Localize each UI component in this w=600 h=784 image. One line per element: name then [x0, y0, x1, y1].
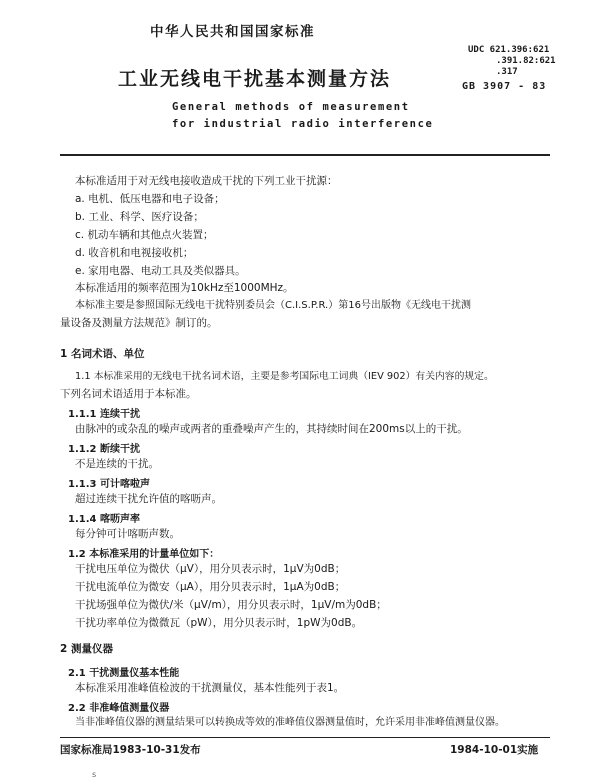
- standard-title-en-line1: General methods of measurement: [172, 101, 410, 113]
- effective-date: 1984-10-01实施: [450, 744, 539, 756]
- udc-line-2: .391.82:621: [496, 56, 556, 66]
- term-1-1-3-heading: 1.1.3 可计喀啦声: [68, 479, 150, 490]
- footer-divider: [60, 737, 550, 738]
- intro-list-item: a. 电机、低压电器和电子设备；: [75, 193, 225, 205]
- page-mark: s: [92, 770, 97, 779]
- intro-list-item: c. 机动车辆和其他点火装置；: [75, 229, 214, 241]
- section-1-2-heading: 1.2 本标准采用的计量单位如下：: [68, 549, 220, 560]
- unit-definition: 干扰电压单位为微伏（μV），用分贝表示时，1μV为0dB；: [75, 563, 346, 575]
- standard-title-cn: 工业无线电干扰基本测量方法: [118, 68, 392, 90]
- intro-scope-paragraph: 本标准适用于对无线电接收造成干扰的下列工业干扰源：: [75, 175, 338, 187]
- intro-list-item: e. 家用电器、电动工具及类似器具。: [75, 265, 246, 277]
- term-1-1-4-heading: 1.1.4 喀呖声率: [68, 514, 140, 525]
- section-1-1-line2: 下列名词术语适用于本标准。: [60, 388, 197, 400]
- intro-frequency-range: 本标准适用的频率范围为10kHz至1000MHz。: [75, 282, 294, 294]
- section-1-1-line1: 1.1 本标准采用的无线电干扰名词术语，主要是参考国际电工词典（IEV 902）有关内容的规定。: [75, 371, 494, 382]
- standard-title-en-line2: for industrial radio interference: [172, 118, 434, 130]
- standard-number: GB 3907 - 83: [462, 81, 547, 92]
- intro-list-item: d. 收音机和电视接收机；: [75, 247, 194, 259]
- term-1-1-3-definition: 超过连续干扰允许值的喀呖声。: [75, 493, 222, 505]
- issuing-authority: 中华人民共和国国家标准: [150, 24, 315, 40]
- term-1-1-2-definition: 不是连续的干扰。: [75, 458, 159, 470]
- udc-line-3: .317: [496, 67, 518, 77]
- issue-date: 国家标准局1983-10-31发布: [60, 744, 201, 756]
- udc-classification: [468, 45, 556, 78]
- intro-reference-line2: 量设备及测量方法规范》制订的。: [60, 317, 218, 329]
- term-1-1-1-definition: 由脉冲的或杂乱的噪声或两者的重叠噪声产生的，其持续时间在200ms以上的干扰。: [75, 423, 468, 435]
- section-2-1-body: 本标准采用准峰值检波的干扰测量仪，基本性能列于表1。: [75, 682, 345, 694]
- udc-line-1: UDC 621.396:621: [468, 45, 550, 55]
- header-divider: [60, 154, 550, 156]
- unit-definition: 干扰电流单位为微安（μA），用分贝表示时，1μA为0dB；: [75, 581, 346, 593]
- section-1-heading: 1 名词术语、单位: [60, 348, 145, 360]
- section-2-2-heading: 2.2 非准峰值测量仪器: [68, 703, 170, 714]
- section-2-2-body: 当非准峰值仪器的测量结果可以转换成等效的准峰值仪器测量值时，允许采用非准峰值测量仪器。: [75, 717, 505, 728]
- unit-definition: 干扰功率单位为微微瓦（pW），用分贝表示时，1pW为0dB。: [75, 617, 363, 629]
- section-2-heading: 2 测量仪器: [60, 643, 113, 655]
- term-1-1-2-heading: 1.1.2 断续干扰: [68, 444, 140, 455]
- intro-reference-line1: 本标准主要是参照国际无线电干扰特别委员会（C.I.S.P.R.）第16号出版物《无线电干扰测: [75, 300, 471, 311]
- term-1-1-4-definition: 每分钟可计喀呖声数。: [75, 528, 180, 540]
- section-2-1-heading: 2.1 干扰测量仪基本性能: [68, 668, 180, 679]
- intro-list-item: b. 工业、科学、医疗设备；: [75, 211, 204, 223]
- unit-definition: 干扰场强单位为微伏/米（μV/m），用分贝表示时，1μV/m为0dB；: [75, 599, 387, 611]
- term-1-1-1-heading: 1.1.1 连续干扰: [68, 409, 140, 420]
